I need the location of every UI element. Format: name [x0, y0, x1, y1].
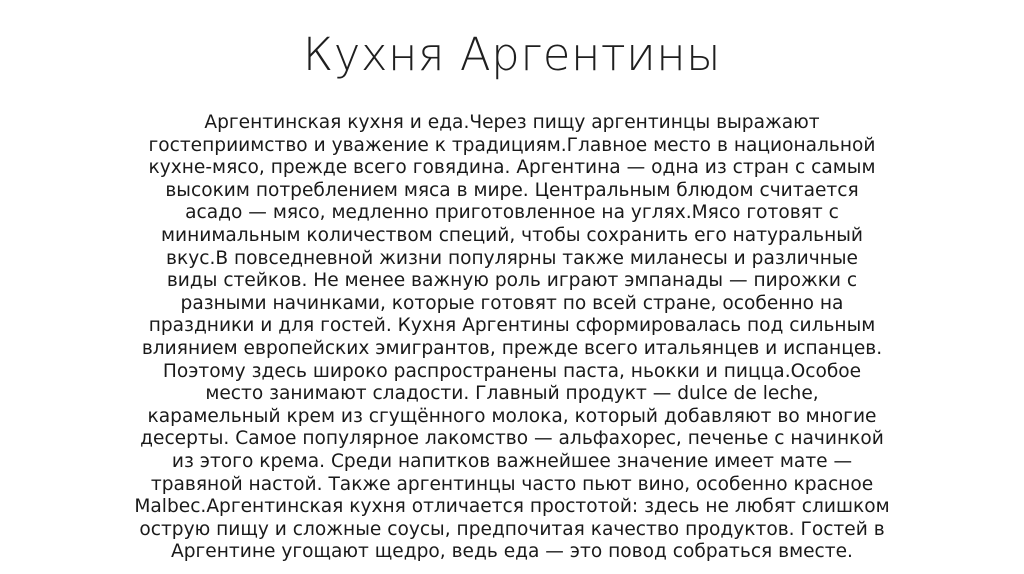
- body-line: травяной настой. Также аргентинцы часто пьют вино, особенно красное: [150, 473, 874, 495]
- body-line: острую пищу и сложные соусы, предпочитая качество продуктов. Гостей в: [139, 518, 885, 540]
- body-line: Аргентине угощают щедро, ведь еда — это повод собраться вместе.: [171, 541, 853, 563]
- body-line: из этого крема. Среди напитков важнейшее значение имеет мате —: [171, 450, 853, 472]
- body-line: влиянием европейских эмигрантов, прежде всего итальянцев и испанцев.: [141, 337, 883, 359]
- body-line: минимальным количеством специй, чтобы сохранить его натуральный: [160, 224, 863, 246]
- body-line: десерты. Самое популярное лакомство — альфахорес, печенье с начинкой: [140, 428, 884, 450]
- body-line: Поэтому здесь широко распространены паста, ньокки и пицца.Особое: [162, 360, 862, 382]
- body-line: Аргентинская кухня и еда.Через пищу аргентинцы выражают: [204, 112, 820, 133]
- body-line: асадо — мясо, медленно приготовленное на углях.Мясо готовят с: [185, 202, 839, 224]
- body-line: место занимают сладости. Главный продукт — dulce de leche,: [205, 383, 819, 405]
- body-line: виды стейков. Не менее важную роль играют эмпанады — пирожки с: [166, 270, 858, 292]
- slide-body-text: [130, 112, 894, 564]
- slide-title: Кухня Аргентины: [302, 28, 722, 81]
- body-line: гостеприимство и уважение к традициям.Главное место в национальной: [148, 134, 876, 156]
- body-line: праздники и для гостей. Кухня Аргентины сформировалась под сильным: [148, 315, 876, 337]
- body-line: высоким потреблением мяса в мире. Центральным блюдом считается: [165, 179, 859, 201]
- body-line: вкус.В повседневной жизни популярны также миланесы и различные: [166, 247, 858, 269]
- body-line: Malbec.Аргентинская кухня отличается простотой: здесь не любят слишком: [134, 496, 890, 518]
- body-line: разными начинками, которые готовят по всей стране, особенно на: [180, 292, 844, 314]
- body-line: карамельный крем из сгущённого молока, который добавляют во многие: [147, 405, 877, 427]
- body-line: кухне-мясо, прежде всего говядина. Аргентина — одна из стран с самым: [148, 157, 876, 179]
